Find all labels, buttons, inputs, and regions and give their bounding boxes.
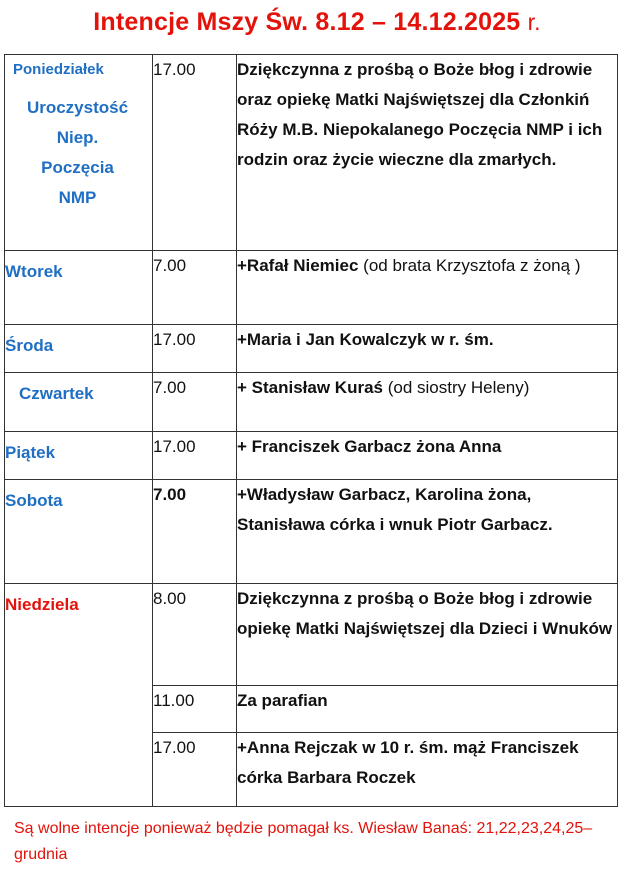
table-row-saturday <box>5 480 618 584</box>
mass-time: 17.00 <box>153 55 237 251</box>
day-cell-wednesday <box>5 325 153 373</box>
feast-line: Niep. <box>56 128 99 147</box>
intention-bold: +Rafał Niemiec <box>237 256 359 275</box>
mass-intention <box>237 373 618 432</box>
day-name-wednesday: Środa <box>5 336 54 355</box>
title-suffix: r. <box>527 9 541 35</box>
intention-normal: (od siostry Heleny) <box>382 378 530 397</box>
intention-bold: +Anna Rejczak w 10 r. śm. mąż Franciszek córka Barbara Roczek <box>237 738 579 787</box>
intention-bold: + Franciszek Garbacz żona Anna <box>237 437 502 456</box>
mass-time: 7.00 <box>153 480 237 584</box>
day-name-monday: Poniedziałek <box>13 61 104 78</box>
mass-time: 17.00 <box>153 432 237 480</box>
footer-note: Są wolne intencje ponieważ będzie pomagał ks. Wiesław Banaś: 21,22,23,24,25–grudnia <box>14 820 593 863</box>
day-cell-tuesday <box>5 251 153 325</box>
day-cell-friday <box>5 432 153 480</box>
intention-normal: (od brata Krzysztofa z żoną ) <box>358 256 581 275</box>
day-name-friday: Piątek <box>5 443 56 462</box>
mass-time: 17.00 <box>153 733 237 807</box>
mass-intention <box>237 733 618 807</box>
mass-intention <box>237 432 618 480</box>
day-name-sunday: Niedziela <box>5 595 79 614</box>
mass-intention <box>237 325 618 373</box>
feast-line: Poczęcia <box>41 158 114 177</box>
title-main: Intencje Mszy Św. 8.12 – 14.12.2025 <box>93 8 521 36</box>
mass-intention <box>237 584 618 686</box>
day-cell-monday <box>5 55 153 251</box>
day-cell-saturday <box>5 480 153 584</box>
intention-bold: Dziękczynna z prośbą o Boże błog i zdrowie oraz opiekę Matki Najświętszej dla Członkiń Róży M.B. Niepokalanego Poczęcia NMP i ich rodzin oraz życie wieczne dla zmarłych. <box>237 60 603 169</box>
day-name-thursday: Czwartek <box>19 384 94 403</box>
mass-time: 7.00 <box>153 251 237 325</box>
day-name-tuesday: Wtorek <box>5 262 63 281</box>
table-row-sunday <box>5 584 618 686</box>
mass-intention <box>237 480 618 584</box>
feast-line: NMP <box>58 188 97 207</box>
intention-bold: Dziękczynna z prośbą o Boże błog i zdrowie opiekę Matki Najświętszej dla Dzieci i Wnuków <box>237 589 613 638</box>
day-cell-thursday <box>5 373 153 432</box>
table-row-monday <box>5 55 618 251</box>
table-row-wednesday <box>5 325 618 373</box>
day-cell-sunday <box>5 584 153 807</box>
table-row-tuesday <box>5 251 618 325</box>
page-title <box>0 6 634 38</box>
mass-time: 8.00 <box>153 584 237 686</box>
mass-time: 11.00 <box>153 686 237 733</box>
table-row-thursday <box>5 373 618 432</box>
mass-time: 7.00 <box>153 373 237 432</box>
intention-bold: + Stanisław Kuraś <box>237 378 383 397</box>
mass-intention <box>237 251 618 325</box>
feast-label <box>13 93 152 213</box>
intention-bold: Za parafian <box>237 691 328 710</box>
table-row-friday <box>5 432 618 480</box>
intention-bold: +Maria i Jan Kowalczyk w r. śm. <box>237 330 494 349</box>
day-name-saturday: Sobota <box>5 491 63 510</box>
mass-intention <box>237 55 618 251</box>
mass-time: 17.00 <box>153 325 237 373</box>
mass-intention <box>237 686 618 733</box>
intention-bold: +Władysław Garbacz, Karolina żona, Stanisława córka i wnuk Piotr Garbacz. <box>237 485 553 534</box>
feast-line: Uroczystość <box>26 98 129 117</box>
intentions-table <box>4 54 618 807</box>
